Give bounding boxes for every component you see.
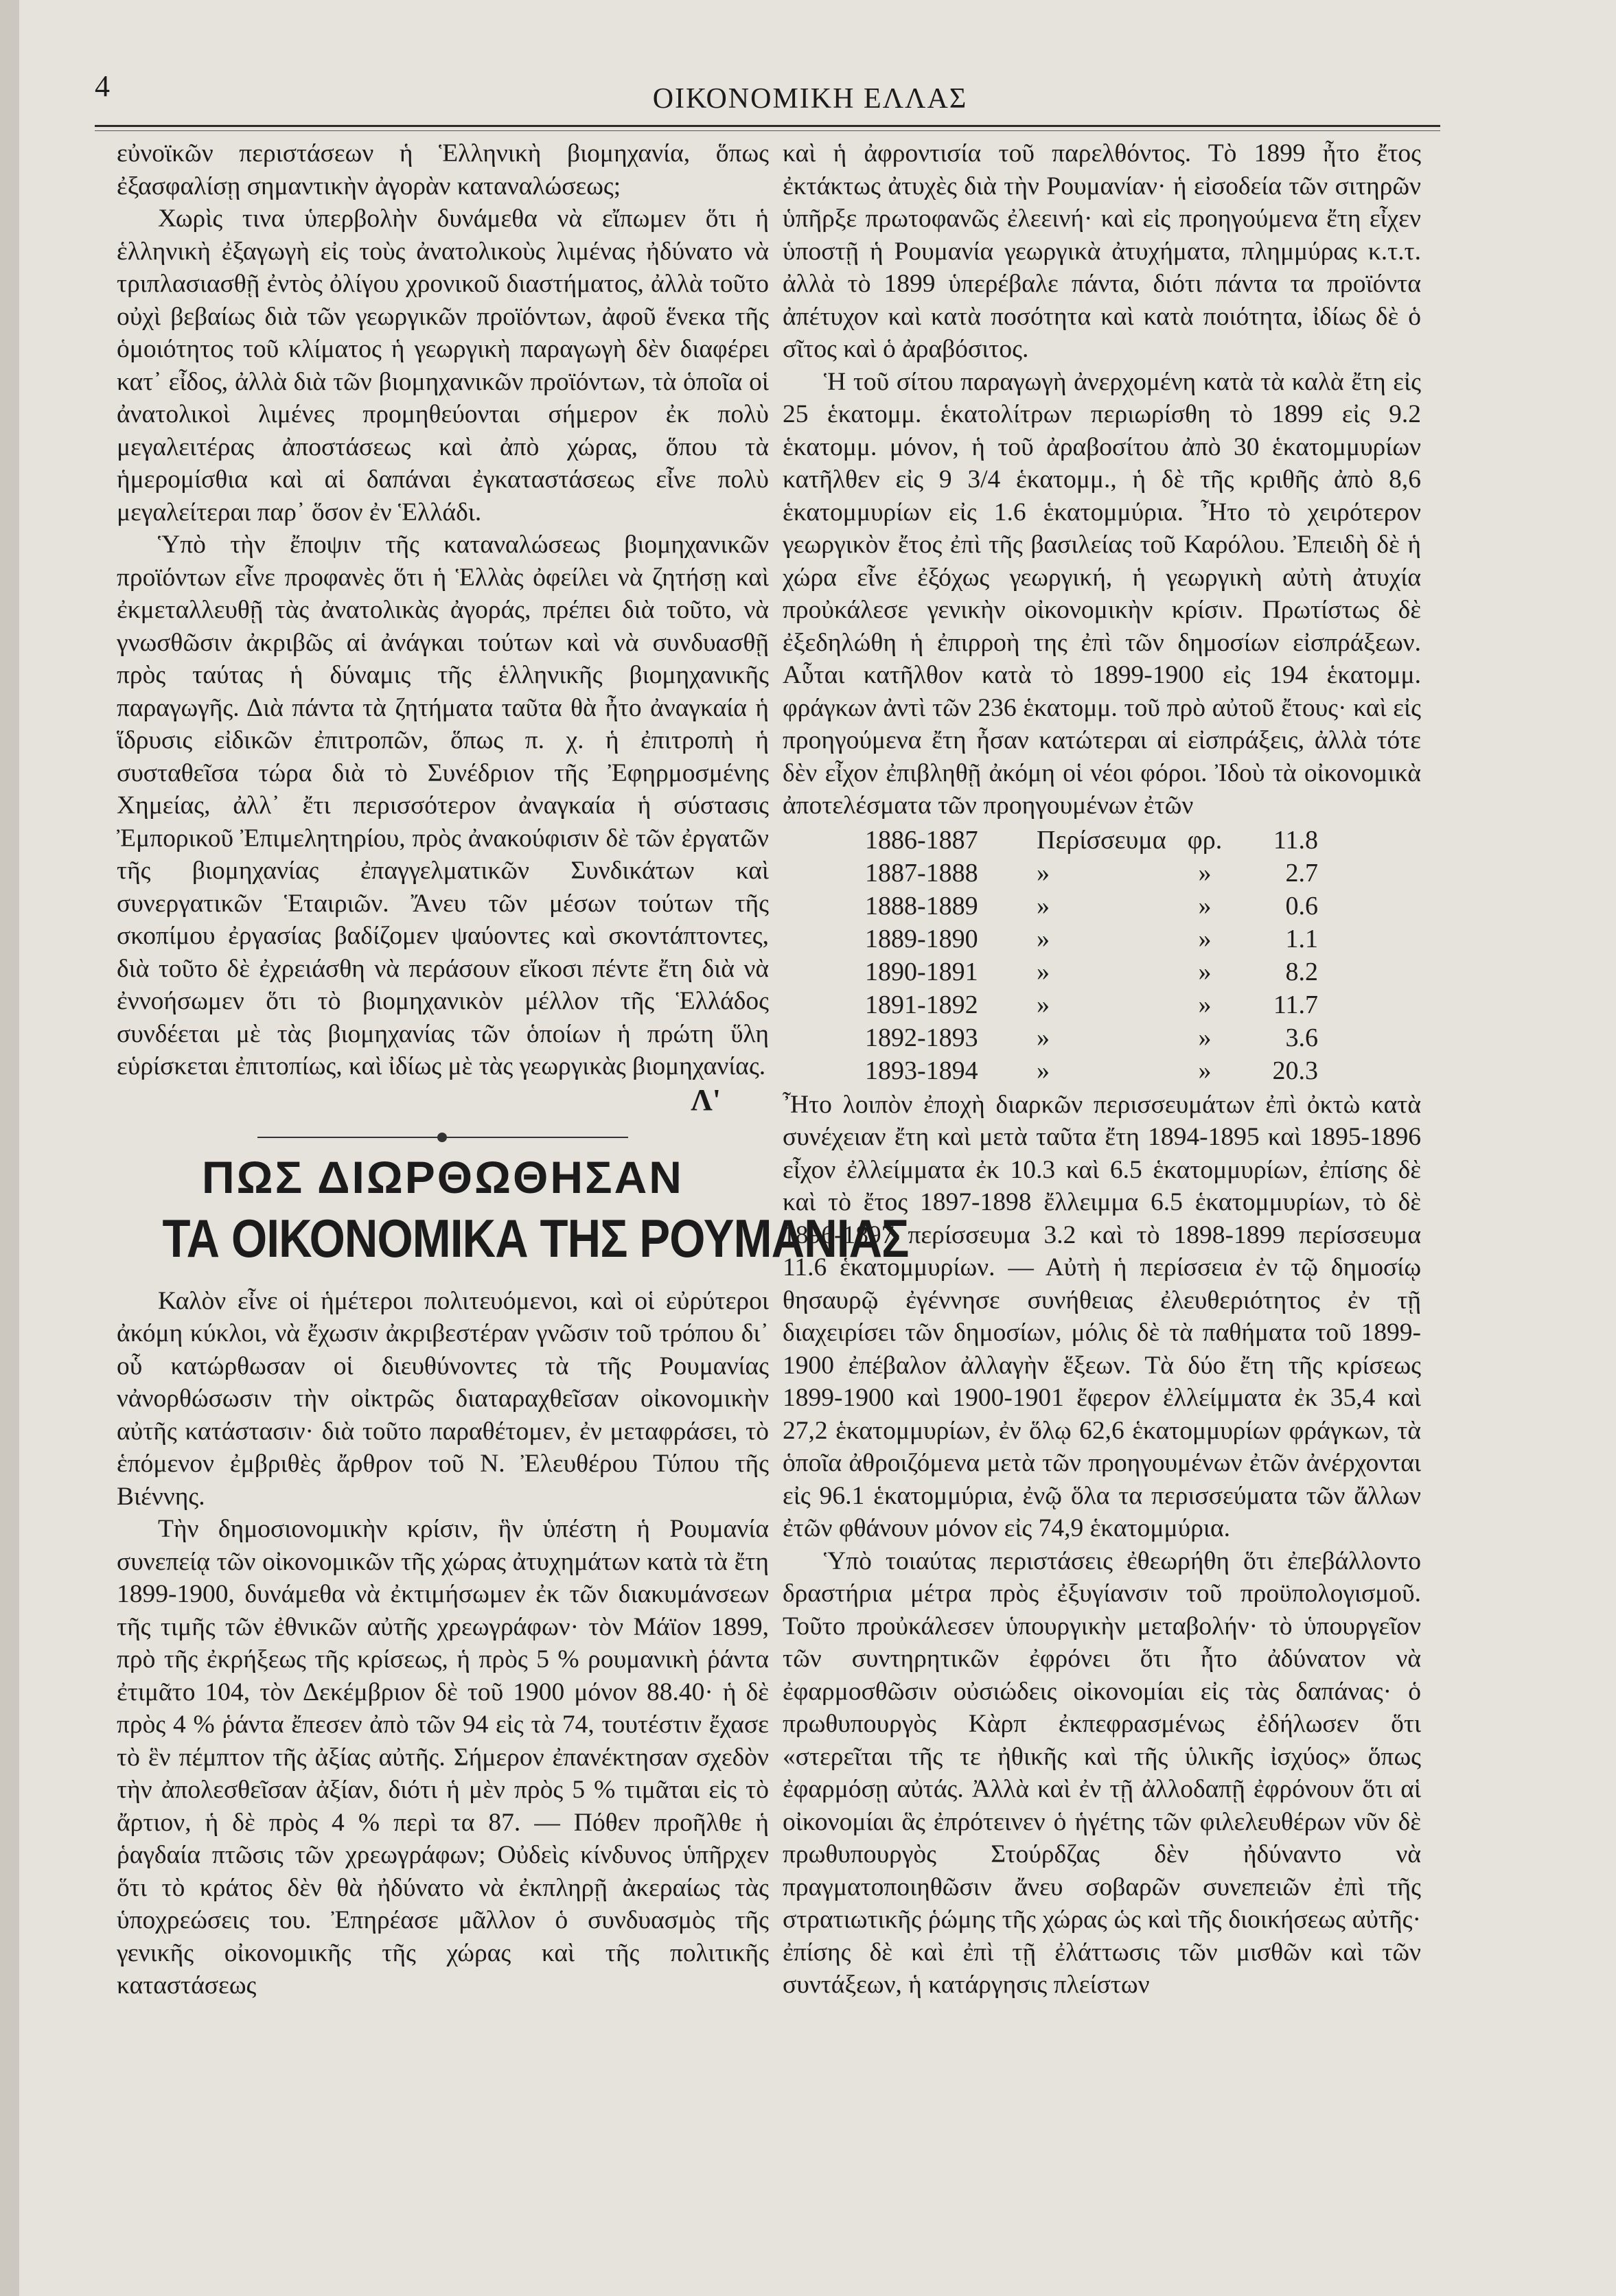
row-currency: φρ. <box>1187 825 1223 855</box>
row-label: » <box>1037 990 1050 1019</box>
left-paragraph-2: Χωρὶς τινα ὑπερβολὴν δυνάμεθα νὰ εἴπωμεν ὅτι ἡ ἑλληνικὴ ἐξαγωγὴ εἰς τοὺς ἀνατολικοὺς λιμένας ἠδύνατο νὰ τριπλασιασθῇ ἐντὸς ὀλίγου χρονικοῦ διαστήματος, ἀλλὰ τοῦτο οὐχὶ βεβαίως διὰ τῶν γεωργικῶν προϊόντων, ἀφοῦ ἕνεκα τῆς ὁμοιότητος τοῦ κλίματος ἡ γεωργικὴ παραγωγὴ δὲν διαφέρει κατ᾽ εἶδος, ἀλλὰ διὰ τῶν βιομηχανικῶν προϊόντων, τὰ ὁποῖα οἱ ἀνατολικοὶ λιμένες προμηθεύονται σήμερον ἐκ πολὺ μεγαλειτέρας ἀποστάσεως καὶ ἀπὸ χώρας, ὅπου τὰ ἡμερομίσθια καὶ αἱ δαπάναι ἐγκαταστάσεως εἶνε πολὺ μεγαλείτεραι παρ᾽ ὅσον ἐν Ἑλλάδι. <box>117 205 769 526</box>
article-title-line-1: ΠΩΣ ΔΙΩΡΘΩΘΗΣΑΝ <box>202 1151 684 1203</box>
left-paragraph-1: εὐνοϊκῶν περιστάσεων ἡ Ἑλληνικὴ βιομηχανία, ὅπως ἐξασφαλίσῃ σημαντικὴν ἀγορὰν καταναλώσεως; <box>117 139 769 200</box>
page-edge <box>0 0 19 2296</box>
right-paragraph-1: καὶ ἡ ἀφροντισία τοῦ παρελθόντος. Τὸ 1899 ἦτο ἔτος ἐκτάκτως ἀτυχὲς διὰ τὴν Ρουμανίαν· ἡ εἰσοδεία τῶν σιτηρῶν ὑπῆρξε πρωτοφανῶς ἐλεεινή· καὶ εἰς προηγούμενα ἔτη εἶχεν ὑποστῇ ἡ Ρουμανία γεωργικὰ ἀτυχήματα, πλημμύρας κ.τ.τ. ἀλλὰ τὸ 1899 ὑπερέβαλε πάντα, διότι πάντα τα προϊόντα ἀπέτυχον καὶ κατὰ ποσότητα καὶ κατὰ ποιότητα, ἰδίως δὲ ὁ σῖτος καὶ ὁ ἀραβόσιτος. <box>783 139 1421 363</box>
table-row <box>865 857 1421 890</box>
row-label: » <box>1037 891 1050 920</box>
row-years: 1887-1888 <box>865 858 978 888</box>
row-value: 3.6 <box>1285 1023 1318 1052</box>
article-intro-paragraph: Καλὸν εἶνε οἱ ἡμέτεροι πολιτευόμενοι, καὶ οἱ εὐρύτεροι ἀκόμη κύκλοι, νὰ ἔχωσιν ἀκριβεστέραν γνῶσιν τοῦ τρόπου δι᾽ οὗ κατώρθωσαν οἱ διευθύνοντες τὰ τῆς Ρουμανίας νἀνορθώσωσιν τὴν οἰκτρῶς διαταραχθεῖσαν οἰκονομικὴν αὐτῆς κατάστασιν· διὰ τοῦτο παραθέτομεν, ἐν μεταφράσει, τὸ ἑπόμενον ἐμβριθὲς ἄρθρον τοῦ Ν. Ἐλευθέρου Τύπου τῆς Βιέννης. <box>117 1286 769 1511</box>
row-currency: » <box>1198 957 1212 986</box>
row-currency: » <box>1198 1023 1212 1052</box>
row-years: 1886-1887 <box>865 825 978 855</box>
row-years: 1889-1890 <box>865 924 978 953</box>
row-years: 1892-1893 <box>865 1023 978 1052</box>
row-value: 2.7 <box>1285 858 1318 888</box>
row-currency: » <box>1198 1056 1212 1085</box>
table-row <box>865 923 1421 955</box>
right-column <box>783 137 1421 2002</box>
row-label: » <box>1037 957 1050 986</box>
row-value: 0.6 <box>1285 891 1318 920</box>
table-row <box>865 824 1421 857</box>
row-value: 8.2 <box>1285 957 1318 986</box>
row-currency: » <box>1198 891 1212 920</box>
table-row <box>865 1054 1421 1087</box>
article-title-line-2: ΤΑ ΟΙΚΟΝΟΜΙΚΑ ΤΗΣ ΡΟΥΜΑΝΙΑΣ <box>162 1207 909 1268</box>
author-signoff: Λ' <box>691 1082 721 1117</box>
header-rule <box>95 125 1440 127</box>
table-row <box>865 890 1421 923</box>
right-paragraph-4: Ὑπὸ τοιαύτας περιστάσεις ἐθεωρήθη ὅτι ἐπεβάλλοντο δραστήρια μέτρα πρὸς ἐξυγίανσιν τοῦ προϋπολογισμοῦ. Τοῦτο προὐκάλεσεν ὑπουργικὴν μεταβολήν· τὸ ὑπουργεῖον τῶν συντηρητικῶν ἐφρόνει ὅτι ἦτο ἀδύνατον νὰ ἐφαρμοσθῶσιν οὐσιώδεις οἰκονομίαι εἰς τὰς δαπάνας· ὁ πρωθυπουργὸς Κὰρπ ἐκπεφρασμένως ἐδήλωσεν ὅτι «στερεῖται τῆς τε ἠθικῆς καὶ τῆς ὑλικῆς ἰσχύος» ὅπως ἐφαρμόσῃ αὐτάς. Ἀλλὰ καὶ ἐν τῇ ἀλλοδαπῇ ἐφρόνουν ὅτι αἱ οἰκονομίαι ἃς ἐπρότεινεν ὁ ἡγέτης τῶν φιλελευθέρων νῦν δὲ πρωθυπουργὸς Στούρδζας δὲν ἠδύναντο νὰ πραγματοποιηθῶσιν ἄνευ σοβαρῶν συνεπειῶν ἐπὶ τῆς στρατιωτικῆς ῥώμης τῆς χώρας ὡς καὶ τῆς διοικήσεως αὐτῆς· ἐπίσης δὲ καὶ ἐπὶ τῇ ἐλάττωσις τῶν μισθῶν καὶ τῶν συντάξεων, ἡ κατάργησις πλείστων <box>783 1546 1421 1999</box>
row-currency: » <box>1198 858 1212 888</box>
row-label: Περίσσευμα <box>1037 825 1166 855</box>
section-divider <box>257 1137 628 1138</box>
row-currency: » <box>1198 990 1212 1019</box>
left-column <box>117 137 909 2002</box>
table-row <box>865 988 1421 1021</box>
divider-ornament <box>437 1133 447 1142</box>
row-years: 1893-1894 <box>865 1056 978 1085</box>
journal-title: ΟΙΚΟΝΟΜΙΚΗ ΕΛΛΑΣ <box>652 83 968 115</box>
row-label: » <box>1037 1023 1050 1052</box>
row-years: 1888-1889 <box>865 891 978 920</box>
surplus-table <box>865 824 1421 1087</box>
row-currency: » <box>1198 924 1212 953</box>
row-label: » <box>1037 858 1050 888</box>
row-value: 20.3 <box>1272 1056 1318 1085</box>
row-label: » <box>1037 924 1050 953</box>
row-years: 1891-1892 <box>865 990 978 1019</box>
article-paragraph-1: Τὴν δημοσιονομικὴν κρίσιν, ἣν ὑπέστη ἡ Ρουμανία συνεπείᾳ τῶν οἰκονομικῶν τῆς χώρας ἀτυχημάτων κατὰ τὰ ἔτη 1899-1900, δυνάμεθα νὰ ἐκτιμήσωμεν ἐκ τῶν διακυμάνσεων τῆς τιμῆς τῶν ἐθνικῶν αὐτῆς χρεωγράφων· τὸν Μάϊον 1899, πρὸ τῆς ἐκρήξεως τῆς κρίσεως, ἡ πρὸς 5 % ρουμανικὴ ῥάντα ἐτιμᾶτο 104, τὸν Δεκέμβριον δὲ τοῦ 1900 μόνον 88.40· ἡ δὲ πρὸς 4 % ῥάντα ἔπεσεν ἀπὸ τῶν 94 εἰς τὰ 74, τουτέστιν ἔχασε τὸ ἓν πέμπτον τῆς ἀξίας αὐτῆς. Σήμερον ἐπανέκτησαν σχεδὸν τὴν ἀπολεσθεῖσαν ἀξίαν, διότι ἡ μὲν πρὸς 5 % τιμᾶται εἰς τὸ ἄρτιον, ἡ δὲ πρὸς 4 % περὶ τα 87. — Πόθεν προῆλθε ἡ ῥαγδαία πτῶσις τῶν χρεωγράφων; Οὐδεὶς κίνδυνος ὑπῆρχεν ὅτι τὸ κράτος δὲν θὰ ἠδύνατο νὰ ἐκπληρῇ ἀκεραίως τὰς ὑποχρεώσεις του. Ἐπηρέασε μᾶλλον ὁ συνδυασμὸς τῆς γενικῆς οἰκονομικῆς τῆς χώρας καὶ τῆς πολιτικῆς καταστάσεως <box>117 1515 769 1999</box>
header-rule-thin <box>95 130 1440 131</box>
right-paragraph-2: Ἡ τοῦ σίτου παραγωγὴ ἀνερχομένη κατὰ τὰ καλὰ ἔτη εἰς 25 ἑκατομμ. ἑκατολίτρων περιωρίσθη τὸ 1899 εἰς 9.2 ἑκατομμ. μόνον, ἡ τοῦ ἀραβοσίτου ἀπὸ 30 ἑκατομμυρίων κατῆλθεν εἰς 9 3/4 ἑκατομμ., ἡ δὲ τῆς κριθῆς ἀπὸ 8,6 ἑκατομμυρίων εἰς 1.6 ἑκατομμύρια. Ἦτο τὸ χειρότερον γεωργικὸν ἔτος ἐπὶ τῆς βασιλείας τοῦ Καρόλου. Ἐπειδὴ δὲ ἡ χώρα εἶνε ἐξόχως γεωργική, ἡ γεωργικὴ αὐτὴ ἀτυχία προὐκάλεσε γενικὴν οἰκονομικὴν κρίσιν. Πρωτίστως δὲ ἐξεδηλώθη ἡ ἐπιρροὴ της ἐπὶ τῶν δημοσίων εἰσπράξεων. Αὗται κατῆλθον κατὰ τὸ 1899-1900 εἰς 194 ἑκατομμ. φράγκων ἀντὶ τῶν 236 ἑκατομμ. τοῦ πρὸ αὐτοῦ ἔτους· καὶ εἰς προηγούμενα ἔτη ἦσαν κατώτεραι αἱ εἰσπράξεις, ἀλλὰ τότε δὲν εἶχον ἐπιβληθῇ ἀκόμη οἱ νέοι φόροι. Ἰδοὺ τὰ οἰκονομικὰ ἀποτελέσματα τῶν προηγουμένων ἐτῶν <box>783 367 1421 820</box>
row-value: 11.8 <box>1273 825 1318 855</box>
row-years: 1890-1891 <box>865 957 978 986</box>
table-row <box>865 1021 1421 1054</box>
table-row <box>865 955 1421 988</box>
page-number: 4 <box>95 69 110 103</box>
row-value: 1.1 <box>1285 924 1318 953</box>
right-paragraph-3: Ἦτο λοιπὸν ἐποχὴ διαρκῶν περισσευμάτων ἐπὶ ὀκτὼ κατὰ συνέχειαν ἔτη καὶ μετὰ ταῦτα ἔτη 1894-1895 καὶ 1895-1896 εἶχον ἐλλείμματα ἐκ 10.3 καὶ 6.5 ἑκατομμυρίων, ἐπίσης δὲ καὶ τὸ ἔτος 1897-1898 ἔλλειμμα 6.5 ἑκατομμυρίων, τὸ δὲ 1896-1897 περίσσευμα 3.2 καὶ τὸ 1898-1899 περίσσευμα 11.6 ἑκατομμυρίων. — Αὐτὴ ἡ περίσσεια ἐν τῷ δημοσίῳ θησαυρῷ ἐγέννησε συνήθειας ἐλευθεριότητος ἐν τῇ διαχειρίσει τῶν δημοσίων, μόλις δὲ τὰ παθήματα τοῦ 1899-1900 ἐπέβαλον ἀλλαγὴν ἕξεων. Τὰ δύο ἔτη τῆς κρίσεως 1899-1900 καὶ 1900-1901 ἔφερον ἐλλείμματα ἐκ 35,4 καὶ 27,2 ἑκατομμυρίων, ἐν ὅλῳ 62,6 ἑκατομμυρίων φράγκων, τὰ ὁποῖα ἀθροιζόμενα μετὰ τῶν προηγουμένων ἐτῶν ἀνέρχονται εἰς 96.1 ἑκατομμύρια, ἐνῷ ὅλα τα περισσεύματα τῶν ἄλλων ἐτῶν φθάνουν μόνον εἰς 74,9 ἑκατομμύρια. <box>783 1090 1421 1542</box>
left-paragraph-3: Ὑπὸ τὴν ἔποψιν τῆς καταναλώσεως βιομηχανικῶν προϊόντων εἶνε προφανὲς ὅτι ἡ Ἑλλὰς ὀφείλει νὰ ζητήσῃ καὶ ἐκμεταλλευθῇ τὰς ἀνατολικὰς ἀγοράς, πρέπει διὰ τοῦτο, νὰ γνωσθῶσιν ἀκριβῶς αἱ ἀνάγκαι τούτων καὶ νὰ συνδυασθῇ πρὸς ταύτας ἡ δύναμις τῆς ἑλληνικῆς βιομηχανικῆς παραγωγῆς. Διὰ πάντα τὰ ζητήματα ταῦτα θὰ ἦτο ἀναγκαία ἡ ἵδρυσις εἰδικῶν ἐπιτροπῶν, ὅπως π. χ. ἡ ἐπιτροπὴ ἡ συσταθεῖσα τώρα διὰ τὸ Συνέδριον τῆς Ἐφηρμοσμένης Χημείας, ἀλλ᾽ ἔτι περισσότερον ἀναγκαία ἡ σύστασις Ἐμπορικοῦ Ἐπιμελητηρίου, πρὸς ἀνακούφισιν δὲ τῶν ἐργατῶν τῆς βιομηχανίας ἐπαγγελματικῶν Συνδικάτων καὶ συνεργατικῶν Ἑταιριῶν. Ἄνευ τῶν μέσων τούτων τῆς σκοπίμου ἐργασίας βαδίζομεν ψαύοντες καὶ σκοντάπτοντες, διὰ τοῦτο δὲ ἐχρειάσθη νὰ περάσουν εἴκοσι πέντε ἔτη διὰ νὰ ἐννοήσωμεν ὅτι τὸ βιομηχανικὸν μέλλον τῆς Ἑλλάδος συνδέεται μὲ τὰς βιομηχανίας τῶν ὁποίων ἡ πρώτη ὕλη εὑρίσκεται ἐπιτοπίως, καὶ ἰδίως μὲ τὰς γεωργικὰς βιομηχανίας. <box>117 531 769 1080</box>
row-value: 11.7 <box>1273 990 1318 1019</box>
row-label: » <box>1037 1056 1050 1085</box>
